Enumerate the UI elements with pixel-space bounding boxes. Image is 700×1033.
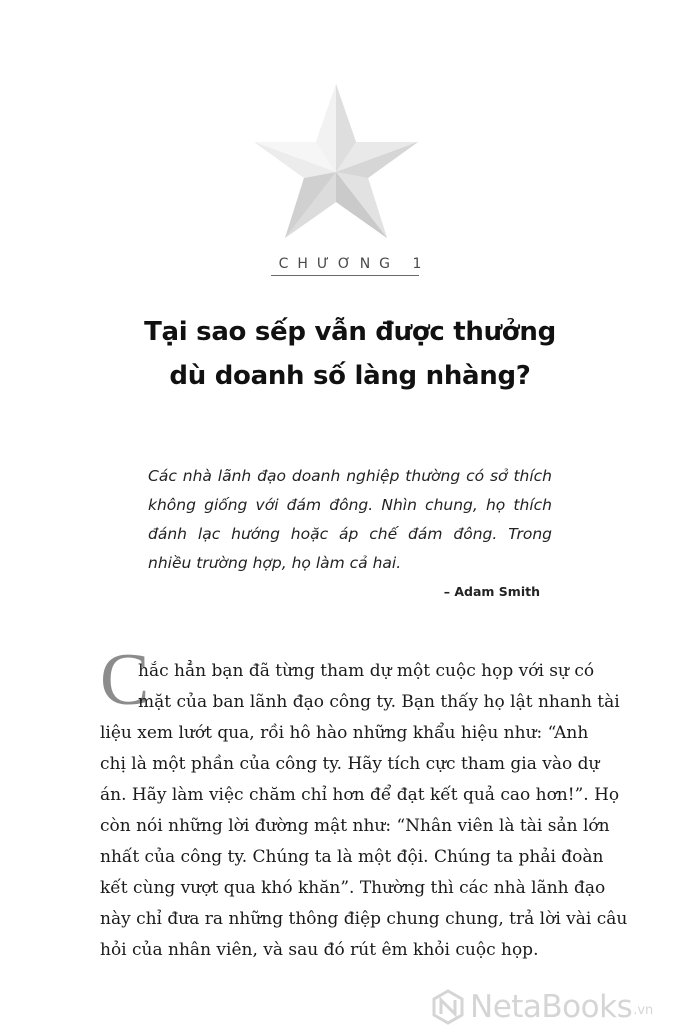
watermark-tld: .vn	[633, 1003, 654, 1018]
watermark-brand: NetaBooks	[470, 989, 633, 1025]
body-line: án. Hãy làm việc chăm chỉ hơn để đạt kết quả cao hơn!”. Họ	[100, 785, 620, 805]
chapter-title-line: Tại sao sếp vẫn được thưởng	[144, 317, 556, 347]
body-line: mặt của ban lãnh đạo công ty. Bạn thấy họ lật nhanh tài	[138, 692, 620, 712]
body-line: này chỉ đưa ra những thông điệp chung chung, trả lời vài câu	[100, 909, 628, 929]
chapter-title	[0, 310, 700, 398]
body-line: chị là một phần của công ty. Hãy tích cực tham gia vào dự	[100, 754, 600, 774]
star-icon	[250, 80, 422, 248]
body-line: còn nói những lời đường mật như: “Nhân viên là tài sản lớn	[100, 816, 610, 836]
body-line: liệu xem lướt qua, rồi hô hào những khẩu hiệu như: “Anh	[100, 723, 589, 743]
watermark	[430, 988, 653, 1026]
netabooks-logo-icon	[430, 989, 466, 1025]
body-line: hỏi của nhân viên, và sau đó rút êm khỏi cuộc họp.	[100, 940, 539, 960]
epigraph-quote: Các nhà lãnh đạo doanh nghiệp thường có sở thích không giống với đám đông. Nhìn chung, họ thích đánh lạc hướng hoặc áp chế đám đông. Trong nhiều trường hợp, họ làm cả hai.	[148, 467, 552, 572]
drop-cap: C	[100, 639, 150, 721]
body-line: kết cùng vượt qua khó khăn”. Thường thì các nhà lãnh đạo	[100, 878, 606, 898]
epigraph-author: – Adam Smith	[443, 584, 540, 599]
body-line: nhất của công ty. Chúng ta là một đội. Chúng ta phải đoàn	[100, 847, 604, 867]
body-line: hắc hẳn bạn đã từng tham dự một cuộc họp với sự có	[138, 661, 595, 681]
body-paragraph	[100, 656, 628, 966]
chapter-title-line: dù doanh số làng nhàng?	[169, 361, 531, 391]
chapter-label: CHƯƠNG 1	[278, 256, 431, 272]
chapter-divider	[271, 275, 419, 276]
